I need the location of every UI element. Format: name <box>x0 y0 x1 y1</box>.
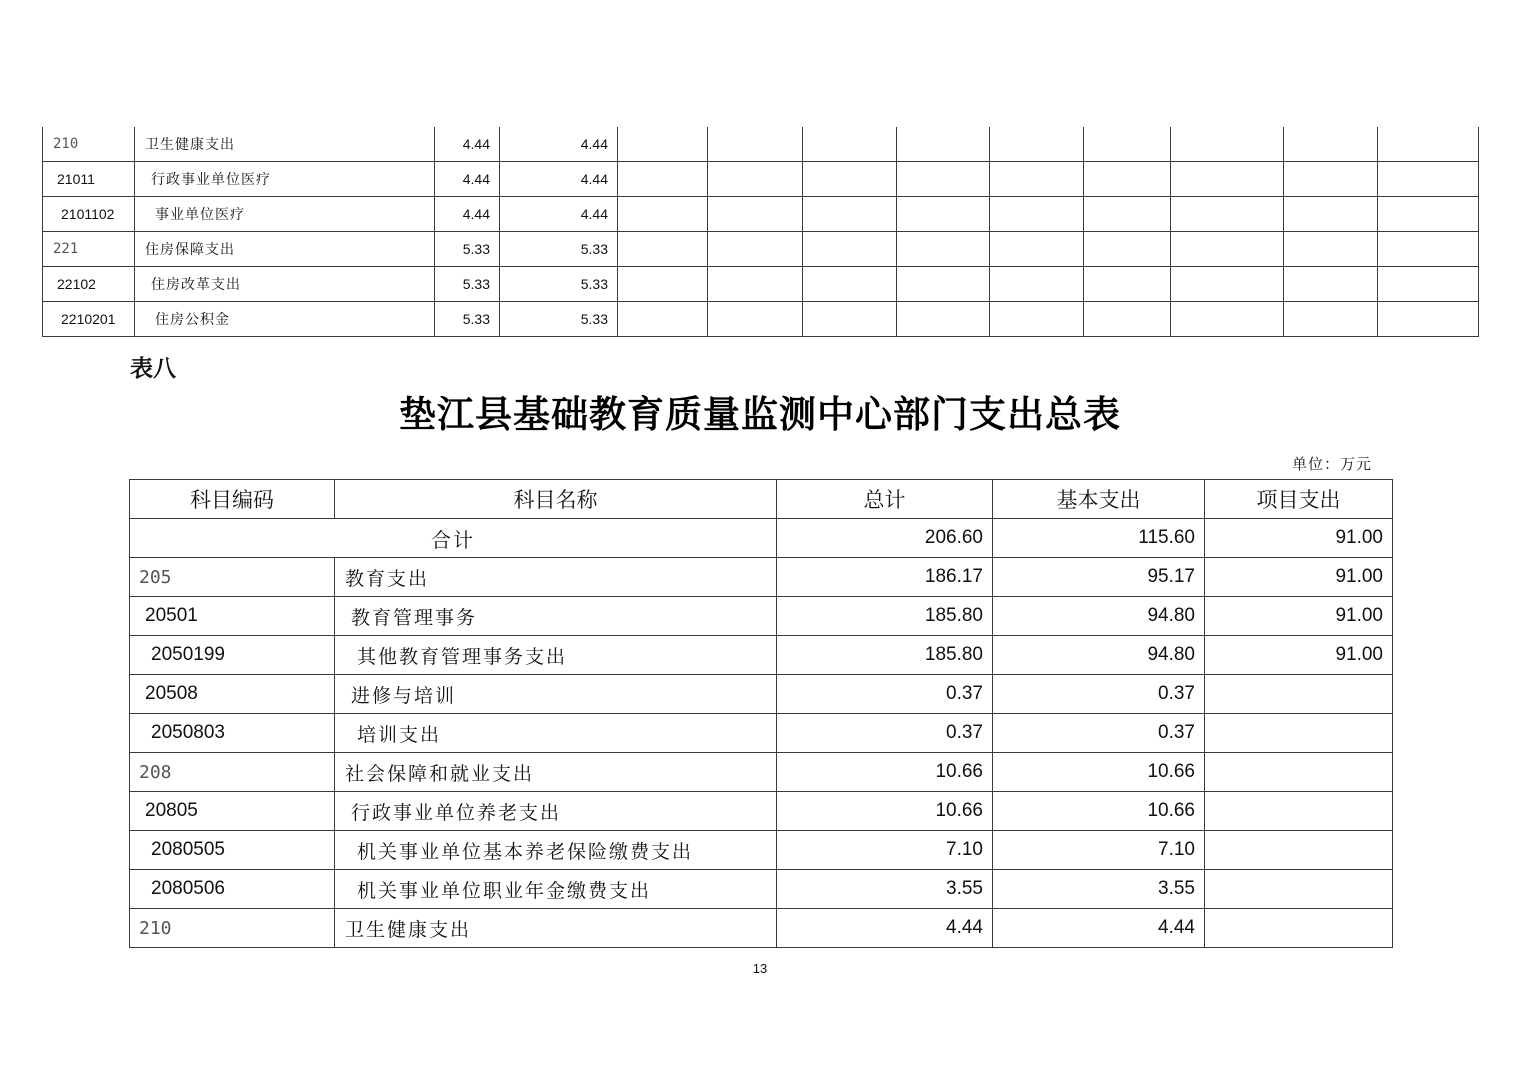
empty-cell <box>1084 232 1171 267</box>
project-cell <box>1205 753 1393 792</box>
empty-cell <box>990 197 1084 232</box>
project-cell: 91.00 <box>1205 636 1393 675</box>
empty-cell <box>1284 267 1378 302</box>
previous-expenditure-table <box>42 127 1479 337</box>
amount-cell: 4.44 <box>500 127 618 162</box>
page-number: 13 <box>752 961 768 976</box>
project-cell <box>1205 870 1393 909</box>
amount-cell: 5.33 <box>500 267 618 302</box>
header-subject-name: 科目名称 <box>335 480 777 519</box>
empty-cell <box>897 267 990 302</box>
total-cell: 10.66 <box>777 753 993 792</box>
empty-cell <box>1378 302 1479 337</box>
empty-cell <box>1284 127 1378 162</box>
subject-name: 行政事业单位医疗 <box>135 162 435 197</box>
subject-code: 20805 <box>130 792 335 831</box>
page-title: 垫江县基础教育质量监测中心部门支出总表 <box>399 392 1121 436</box>
empty-cell <box>1171 197 1284 232</box>
subject-code: 205 <box>130 558 335 597</box>
basic-cell: 10.66 <box>993 753 1205 792</box>
empty-cell <box>1171 232 1284 267</box>
basic-cell: 4.44 <box>993 909 1205 948</box>
subject-code: 2101102 <box>43 197 135 232</box>
subject-code: 22102 <box>43 267 135 302</box>
empty-cell <box>1084 267 1171 302</box>
project-cell <box>1205 831 1393 870</box>
total-cell: 3.55 <box>777 870 993 909</box>
subject-code: 2080506 <box>130 870 335 909</box>
total-label: 合计 <box>130 519 777 558</box>
empty-cell <box>1378 162 1479 197</box>
total-project: 91.00 <box>1205 519 1393 558</box>
total-basic: 115.60 <box>993 519 1205 558</box>
table-row <box>130 714 1393 753</box>
empty-cell <box>1084 302 1171 337</box>
empty-cell <box>897 302 990 337</box>
empty-cell <box>1378 127 1479 162</box>
total-cell: 185.80 <box>777 597 993 636</box>
subject-name: 培训支出 <box>335 714 777 753</box>
amount-cell: 5.33 <box>435 267 500 302</box>
expenditure-summary-table <box>129 479 1393 948</box>
empty-cell <box>803 127 897 162</box>
empty-cell <box>708 267 803 302</box>
empty-cell <box>618 302 708 337</box>
subject-code: 210 <box>43 127 135 162</box>
subject-name: 教育支出 <box>335 558 777 597</box>
project-cell <box>1205 909 1393 948</box>
header-total: 总计 <box>777 480 993 519</box>
project-cell <box>1205 714 1393 753</box>
basic-cell: 94.80 <box>993 636 1205 675</box>
amount-cell: 4.44 <box>500 162 618 197</box>
subject-name: 进修与培训 <box>335 675 777 714</box>
basic-cell: 95.17 <box>993 558 1205 597</box>
subject-code: 208 <box>130 753 335 792</box>
subject-code: 2050803 <box>130 714 335 753</box>
table-row <box>130 909 1393 948</box>
empty-cell <box>618 127 708 162</box>
empty-cell <box>618 162 708 197</box>
subject-name: 住房保障支出 <box>135 232 435 267</box>
table-row <box>43 127 1479 162</box>
subject-name: 住房公积金 <box>135 302 435 337</box>
subject-code: 210 <box>130 909 335 948</box>
total-cell: 10.66 <box>777 792 993 831</box>
total-cell: 0.37 <box>777 714 993 753</box>
empty-cell <box>897 127 990 162</box>
empty-cell <box>1084 127 1171 162</box>
empty-cell <box>1171 267 1284 302</box>
empty-cell <box>1284 197 1378 232</box>
project-cell <box>1205 792 1393 831</box>
empty-cell <box>1378 267 1479 302</box>
empty-cell <box>618 267 708 302</box>
empty-cell <box>708 302 803 337</box>
amount-cell: 4.44 <box>435 197 500 232</box>
empty-cell <box>803 197 897 232</box>
basic-cell: 3.55 <box>993 870 1205 909</box>
total-cell: 7.10 <box>777 831 993 870</box>
subject-name: 卫生健康支出 <box>135 127 435 162</box>
amount-cell: 4.44 <box>435 162 500 197</box>
amount-cell: 5.33 <box>500 232 618 267</box>
basic-cell: 10.66 <box>993 792 1205 831</box>
subject-code: 21011 <box>43 162 135 197</box>
empty-cell <box>1171 302 1284 337</box>
empty-cell <box>897 162 990 197</box>
total-amount: 206.60 <box>777 519 993 558</box>
empty-cell <box>1084 197 1171 232</box>
table-header-row <box>130 480 1393 519</box>
table-row <box>130 831 1393 870</box>
table-row <box>43 302 1479 337</box>
subject-code: 2210201 <box>43 302 135 337</box>
empty-cell <box>1284 232 1378 267</box>
empty-cell <box>897 232 990 267</box>
subject-name: 事业单位医疗 <box>135 197 435 232</box>
table-row <box>130 558 1393 597</box>
empty-cell <box>990 302 1084 337</box>
subject-code: 20501 <box>130 597 335 636</box>
header-subject-code: 科目编码 <box>130 480 335 519</box>
empty-cell <box>1284 302 1378 337</box>
empty-cell <box>618 197 708 232</box>
header-project-expenditure: 项目支出 <box>1205 480 1393 519</box>
table-row <box>130 870 1393 909</box>
empty-cell <box>990 162 1084 197</box>
subject-name: 其他教育管理事务支出 <box>335 636 777 675</box>
subject-name: 住房改革支出 <box>135 267 435 302</box>
unit-label: 单位：万元 <box>1292 455 1373 473</box>
amount-cell: 4.44 <box>500 197 618 232</box>
table-row <box>43 162 1479 197</box>
subject-code: 2050199 <box>130 636 335 675</box>
subject-name: 教育管理事务 <box>335 597 777 636</box>
table-row <box>43 267 1479 302</box>
subject-name: 机关事业单位基本养老保险缴费支出 <box>335 831 777 870</box>
total-row <box>130 519 1393 558</box>
table-row <box>43 197 1479 232</box>
subject-code: 221 <box>43 232 135 267</box>
empty-cell <box>708 127 803 162</box>
header-basic-expenditure: 基本支出 <box>993 480 1205 519</box>
table-row <box>130 597 1393 636</box>
basic-cell: 0.37 <box>993 714 1205 753</box>
subject-name: 行政事业单位养老支出 <box>335 792 777 831</box>
empty-cell <box>803 302 897 337</box>
table-row <box>130 675 1393 714</box>
empty-cell <box>803 162 897 197</box>
project-cell: 91.00 <box>1205 558 1393 597</box>
empty-cell <box>708 162 803 197</box>
empty-cell <box>708 197 803 232</box>
empty-cell <box>803 267 897 302</box>
total-cell: 185.80 <box>777 636 993 675</box>
total-cell: 4.44 <box>777 909 993 948</box>
project-cell: 91.00 <box>1205 597 1393 636</box>
amount-cell: 5.33 <box>500 302 618 337</box>
amount-cell: 4.44 <box>435 127 500 162</box>
empty-cell <box>1171 162 1284 197</box>
empty-cell <box>1378 197 1479 232</box>
total-cell: 0.37 <box>777 675 993 714</box>
empty-cell <box>1378 232 1479 267</box>
empty-cell <box>1171 127 1284 162</box>
basic-cell: 0.37 <box>993 675 1205 714</box>
basic-cell: 7.10 <box>993 831 1205 870</box>
empty-cell <box>1284 162 1378 197</box>
table-row <box>43 232 1479 267</box>
basic-cell: 94.80 <box>993 597 1205 636</box>
subject-code: 2080505 <box>130 831 335 870</box>
subject-name: 卫生健康支出 <box>335 909 777 948</box>
empty-cell <box>990 127 1084 162</box>
empty-cell <box>618 232 708 267</box>
empty-cell <box>1084 162 1171 197</box>
empty-cell <box>897 197 990 232</box>
empty-cell <box>803 232 897 267</box>
amount-cell: 5.33 <box>435 302 500 337</box>
project-cell <box>1205 675 1393 714</box>
table-row <box>130 792 1393 831</box>
table-number-label: 表八 <box>130 356 176 382</box>
empty-cell <box>990 232 1084 267</box>
table-row <box>130 636 1393 675</box>
subject-code: 20508 <box>130 675 335 714</box>
subject-name: 机关事业单位职业年金缴费支出 <box>335 870 777 909</box>
subject-name: 社会保障和就业支出 <box>335 753 777 792</box>
empty-cell <box>708 232 803 267</box>
total-cell: 186.17 <box>777 558 993 597</box>
amount-cell: 5.33 <box>435 232 500 267</box>
empty-cell <box>990 267 1084 302</box>
table-row <box>130 753 1393 792</box>
